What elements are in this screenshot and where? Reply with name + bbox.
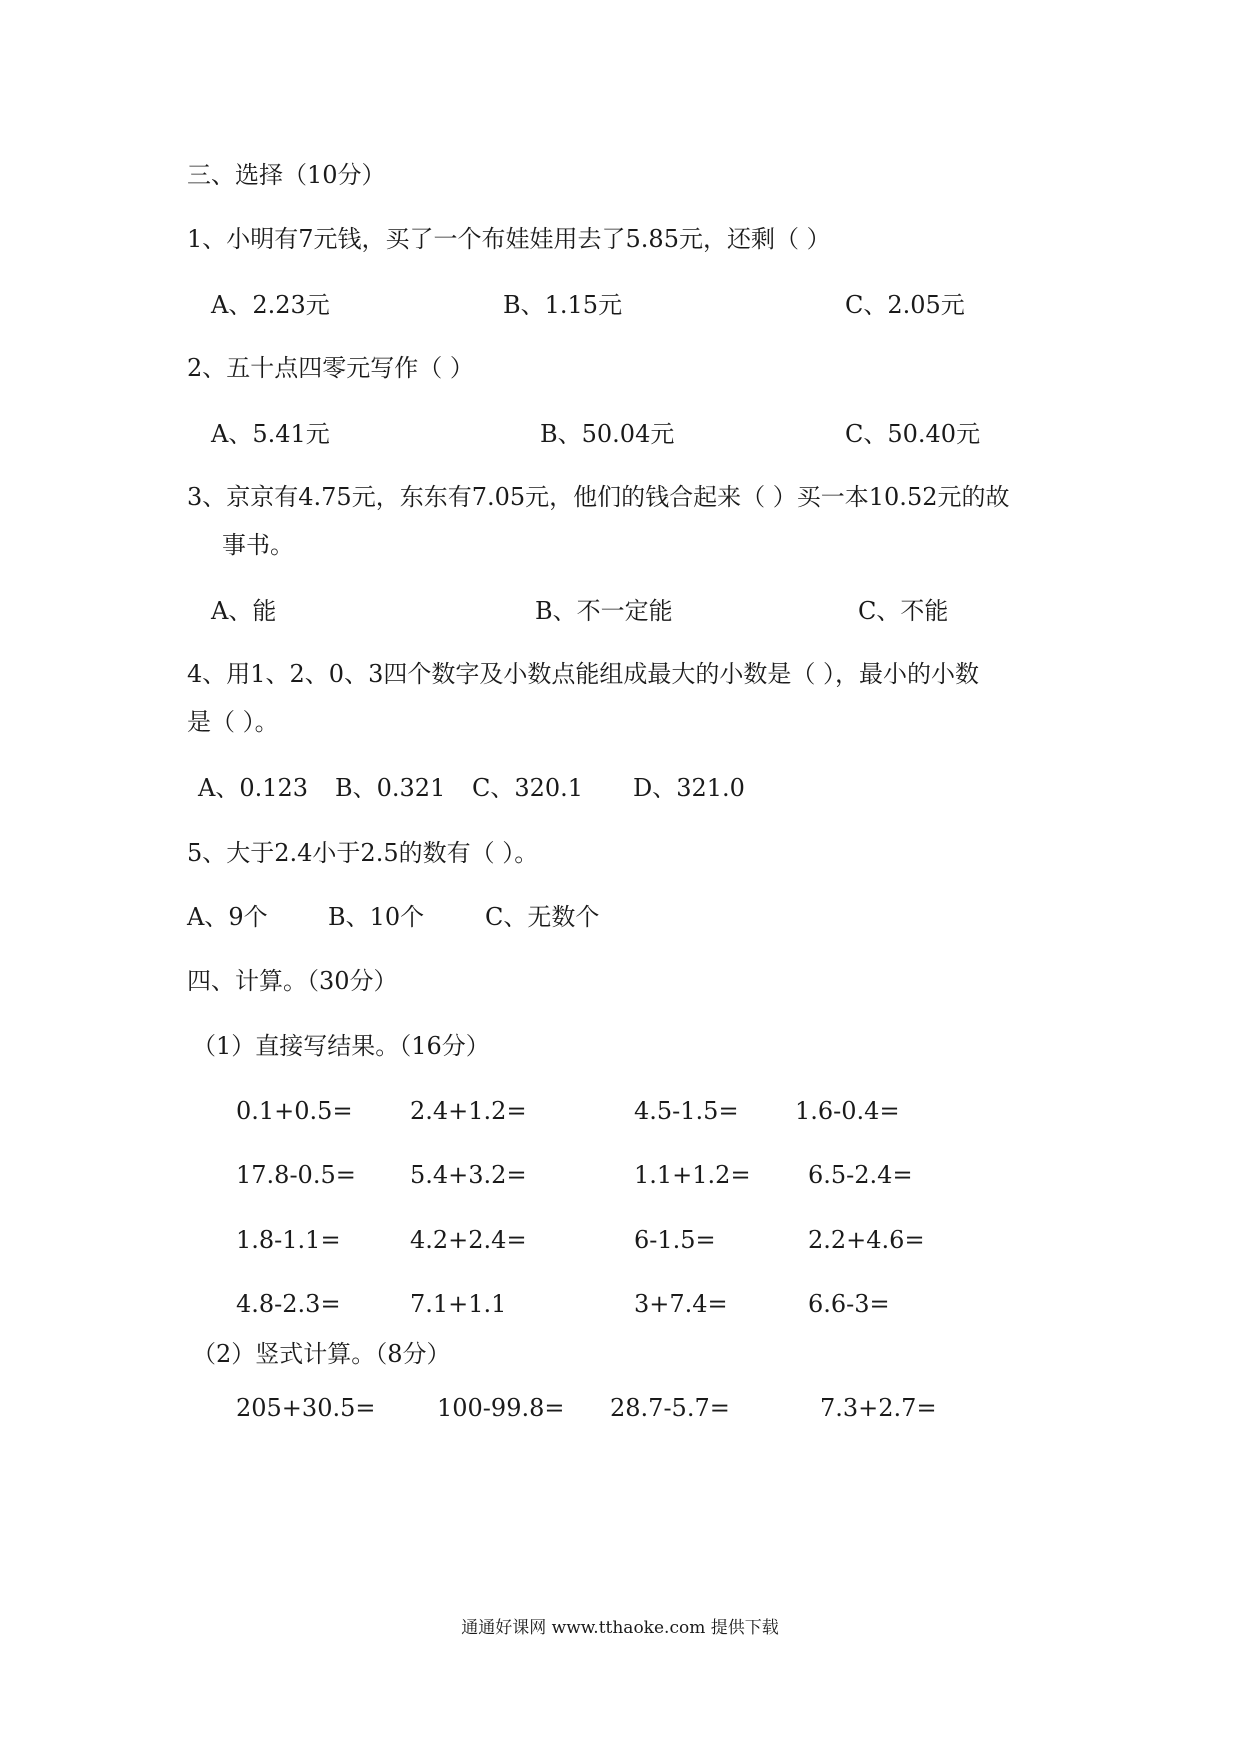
q4-option-a: A、0.123 [198,774,309,802]
page-footer: 通通好课网 www.tthaoke.com 提供下载 [461,1618,779,1638]
calc-item: 5.4+3.2= [410,1161,527,1189]
part2-title: （2）竖式计算。（8分） [192,1340,451,1368]
q4-option-d: D、321.0 [633,774,745,802]
q5-option-c: C、无数个 [485,903,600,931]
calc-item: 3+7.4= [634,1290,728,1318]
calc-item: 1.6-0.4= [795,1097,900,1125]
calc-item: 6.5-2.4= [808,1161,913,1189]
section4-title: 四、计算。（30分） [187,967,398,995]
q3-stem-line1: 3、京京有4.75元，东东有7.05元，他们的钱合起来（ ）买一本10.52元的故 [187,483,1010,511]
q1-option-a: A、2.23元 [211,291,330,319]
q3-option-a: A、能 [211,597,277,625]
q4-option-b: B、0.321 [335,774,446,802]
calc-item: 6.6-3= [808,1290,890,1318]
q5-option-b: B、10个 [328,903,425,931]
q4-stem-line2: 是（ ）。 [187,708,279,736]
part1-title: （1）直接写结果。（16分） [192,1032,490,1060]
q3-option-c: C、不能 [858,597,949,625]
calc-item: 1.8-1.1= [236,1226,341,1254]
vertical-calc-item: 100-99.8= [437,1394,565,1422]
q2-option-c: C、50.40元 [845,420,981,448]
q4-option-c: C、320.1 [472,774,584,802]
calc-item: 4.5-1.5= [634,1097,739,1125]
calc-item: 2.4+1.2= [410,1097,527,1125]
q2-option-a: A、5.41元 [211,420,330,448]
q1-stem: 1、小明有7元钱，买了一个布娃娃用去了5.85元，还剩（ ） [187,225,831,253]
q4-stem-line1: 4、用1、2、0、3四个数字及小数点能组成最大的小数是（ ），最小的小数 [187,660,979,688]
calc-item: 4.8-2.3= [236,1290,341,1318]
q1-option-c: C、2.05元 [845,291,965,319]
q1-option-b: B、1.15元 [503,291,623,319]
q2-stem: 2、五十点四零元写作（ ） [187,354,474,382]
calc-item: 17.8-0.5= [236,1161,356,1189]
q2-option-b: B、50.04元 [540,420,675,448]
q5-stem: 5、大于2.4小于2.5的数有（ ）。 [187,839,539,867]
calc-item: 4.2+2.4= [410,1226,527,1254]
q3-stem-line2: 事书。 [222,531,294,559]
section3-title: 三、选择（10分） [187,161,386,189]
q3-option-b: B、不一定能 [535,597,673,625]
vertical-calc-item: 7.3+2.7= [820,1394,937,1422]
calc-item: 1.1+1.2= [634,1161,751,1189]
vertical-calc-item: 205+30.5= [236,1394,376,1422]
vertical-calc-item: 28.7-5.7= [610,1394,730,1422]
calc-item: 6-1.5= [634,1226,716,1254]
q5-option-a: A、9个 [187,903,268,931]
calc-item: 2.2+4.6= [808,1226,925,1254]
calc-item: 7.1+1.1 [410,1290,507,1318]
calc-item: 0.1+0.5= [236,1097,353,1125]
